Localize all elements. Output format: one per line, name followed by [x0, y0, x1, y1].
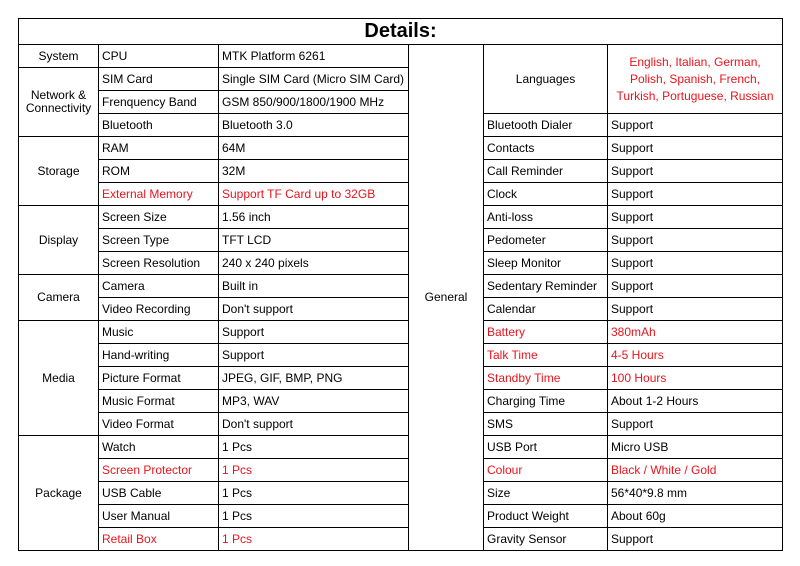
spec-value: About 1-2 Hours — [608, 390, 783, 413]
spec-label: Languages — [484, 45, 608, 114]
category-label: Display — [19, 206, 99, 275]
spec-value: About 60g — [608, 505, 783, 528]
spec-value: 1 Pcs — [219, 482, 409, 505]
spec-label: ROM — [99, 160, 219, 183]
spec-label: CPU — [99, 45, 219, 68]
spec-value: 1 Pcs — [219, 505, 409, 528]
spec-value: Support — [608, 275, 783, 298]
spec-label: SIM Card — [99, 68, 219, 91]
spec-label: RAM — [99, 137, 219, 160]
table-row — [19, 505, 783, 528]
table-row — [19, 137, 783, 160]
spec-value: Black / White / Gold — [608, 459, 783, 482]
spec-value: 32M — [219, 160, 409, 183]
spec-label: Call Reminder — [484, 160, 608, 183]
spec-label: Pedometer — [484, 229, 608, 252]
spec-value: Support — [608, 528, 783, 551]
spec-label: Screen Protector — [99, 459, 219, 482]
spec-label: External Memory — [99, 183, 219, 206]
table-row — [19, 206, 783, 229]
spec-label: SMS — [484, 413, 608, 436]
spec-label: Hand-writing — [99, 344, 219, 367]
spec-label: USB Port — [484, 436, 608, 459]
spec-value: Built in — [219, 275, 409, 298]
page-title: Details: — [19, 19, 783, 45]
table-row — [19, 114, 783, 137]
spec-value: Support — [608, 413, 783, 436]
spec-label: Retail Box — [99, 528, 219, 551]
spec-value: English, Italian, German, Polish, Spanish, French, Turkish, Portuguese, Russian — [608, 45, 783, 114]
spec-value: Support — [608, 229, 783, 252]
spec-label: Frenquency Band — [99, 91, 219, 114]
table-row — [19, 367, 783, 390]
spec-label: User Manual — [99, 505, 219, 528]
spec-value: Don't support — [219, 298, 409, 321]
spec-value: Support TF Card up to 32GB — [219, 183, 409, 206]
spec-label: USB Cable — [99, 482, 219, 505]
spec-label: Video Format — [99, 413, 219, 436]
spec-value: Support — [608, 298, 783, 321]
spec-label: Clock — [484, 183, 608, 206]
spec-value: 240 x 240 pixels — [219, 252, 409, 275]
table-row — [19, 436, 783, 459]
spec-label: Camera — [99, 275, 219, 298]
category-label: Package — [19, 436, 99, 551]
spec-label: Watch — [99, 436, 219, 459]
spec-label: Screen Resolution — [99, 252, 219, 275]
spec-value: Support — [219, 321, 409, 344]
spec-value: Bluetooth 3.0 — [219, 114, 409, 137]
spec-label: Standby Time — [484, 367, 608, 390]
spec-label: Product Weight — [484, 505, 608, 528]
spec-label: Gravity Sensor — [484, 528, 608, 551]
spec-value: Micro USB — [608, 436, 783, 459]
table-row — [19, 321, 783, 344]
table-row — [19, 390, 783, 413]
spec-value: 56*40*9.8 mm — [608, 482, 783, 505]
table-row — [19, 413, 783, 436]
details-table — [18, 18, 783, 551]
spec-value: Support — [608, 252, 783, 275]
spec-label: Screen Size — [99, 206, 219, 229]
title-row — [19, 19, 783, 45]
spec-label: Battery — [484, 321, 608, 344]
spec-label: Sleep Monitor — [484, 252, 608, 275]
category-label: Storage — [19, 137, 99, 206]
spec-value: Single SIM Card (Micro SIM Card) — [219, 68, 409, 91]
spec-value: Support — [608, 114, 783, 137]
spec-value: 1 Pcs — [219, 436, 409, 459]
spec-label: Talk Time — [484, 344, 608, 367]
spec-label: Anti-loss — [484, 206, 608, 229]
spec-value: 4-5 Hours — [608, 344, 783, 367]
table-row — [19, 252, 783, 275]
table-row — [19, 459, 783, 482]
table-row — [19, 183, 783, 206]
spec-value: 64M — [219, 137, 409, 160]
spec-value: Support — [608, 137, 783, 160]
spec-label: Video Recording — [99, 298, 219, 321]
spec-value: Support — [219, 344, 409, 367]
category-label: System — [19, 45, 99, 68]
spec-label: Colour — [484, 459, 608, 482]
spec-value: Support — [608, 206, 783, 229]
spec-label: Sedentary Reminder — [484, 275, 608, 298]
spec-value: 1.56 inch — [219, 206, 409, 229]
spec-label: Charging Time — [484, 390, 608, 413]
spec-value: 100 Hours — [608, 367, 783, 390]
spec-value: MTK Platform 6261 — [219, 45, 409, 68]
spec-label: Picture Format — [99, 367, 219, 390]
spec-value: GSM 850/900/1800/1900 MHz — [219, 91, 409, 114]
table-row — [19, 482, 783, 505]
table-row — [19, 275, 783, 298]
spec-label: Music Format — [99, 390, 219, 413]
spec-value: 380mAh — [608, 321, 783, 344]
table-row — [19, 229, 783, 252]
spec-value: Support — [608, 160, 783, 183]
table-row — [19, 528, 783, 551]
table-row — [19, 344, 783, 367]
spec-value: 1 Pcs — [219, 528, 409, 551]
table-row — [19, 45, 783, 68]
spec-label: Bluetooth Dialer — [484, 114, 608, 137]
spec-value: 1 Pcs — [219, 459, 409, 482]
category-label: Network & Connectivity — [19, 68, 99, 137]
spec-label: Screen Type — [99, 229, 219, 252]
spec-value: JPEG, GIF, BMP, PNG — [219, 367, 409, 390]
category-label: Media — [19, 321, 99, 436]
spec-label: Music — [99, 321, 219, 344]
table-row — [19, 160, 783, 183]
spec-label: Bluetooth — [99, 114, 219, 137]
category-label: General — [409, 45, 484, 551]
spec-label: Calendar — [484, 298, 608, 321]
spec-value: Support — [608, 183, 783, 206]
spec-value: Don't support — [219, 413, 409, 436]
spec-value: MP3, WAV — [219, 390, 409, 413]
category-label: Camera — [19, 275, 99, 321]
table-row — [19, 298, 783, 321]
spec-label: Size — [484, 482, 608, 505]
spec-value: TFT LCD — [219, 229, 409, 252]
spec-label: Contacts — [484, 137, 608, 160]
